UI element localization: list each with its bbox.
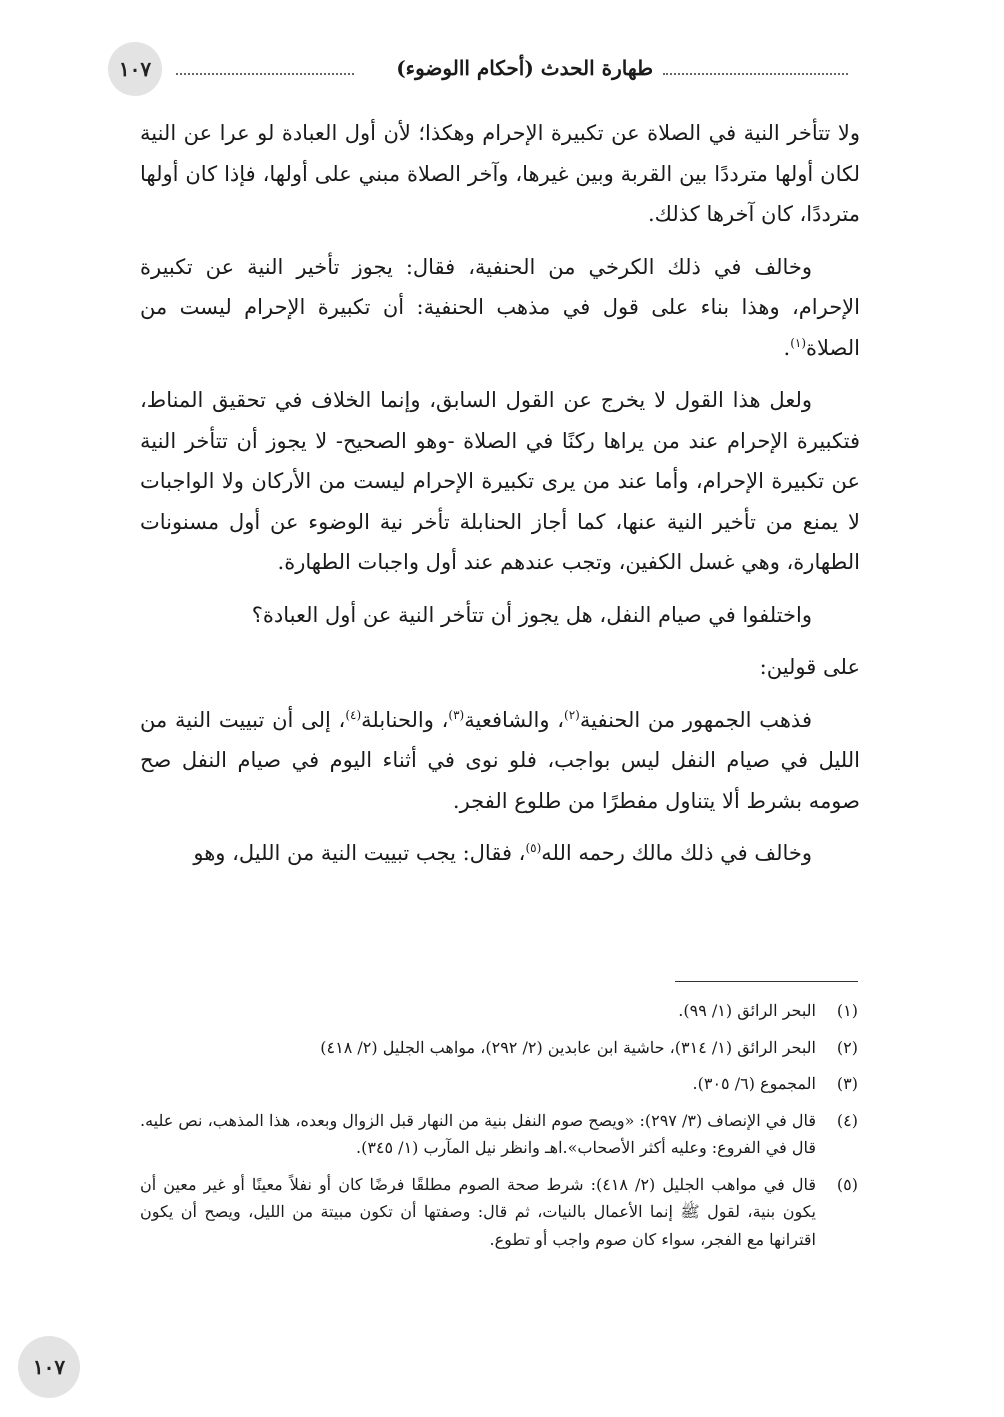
- footnote-5: [140, 1171, 858, 1254]
- footer-page-number: ١٠٧: [18, 1336, 80, 1398]
- footnote-number: (٥): [836, 1174, 858, 1194]
- footnote-separator: [675, 981, 858, 982]
- header-dotted-leader-right: [663, 73, 848, 75]
- paragraph-7: [140, 833, 860, 874]
- paragraph-4-text: واختلفوا في صيام النفل، هل يجوز أن تتأخر النية عن أول العبادة؟: [251, 602, 812, 627]
- paragraph-4: [140, 595, 860, 636]
- footnote-number: (٣): [836, 1074, 858, 1093]
- paragraph-3-text: ولعل هذا القول لا يخرج عن القول السابق، وإنما الخلاف في تحقيق المناط، فتكبيرة الإحرام عند من يراها ركنًا في الصلاة -وهو الصحيح- لا يجوز أن تتأخر النية عن تكبيرة الإحرام، وأما عند من يرى تكبيرة الإحرام ليست من الأركان ولا الواجبات لا يمنع من تأخير النية عنها، كما أجاز الحنابلة تأخر نية الوضوء عن أول مسنونات الطهارة، وهي غسل الكفين، وتجب عندهم عند أول واجبات الطهارة.: [140, 388, 860, 574]
- paragraph-7-part-1: وخالف في ذلك مالك رحمه الله: [541, 841, 812, 865]
- footnote-ref-5[interactable]: (٥): [525, 841, 542, 855]
- footnote-number: (٤): [836, 1110, 858, 1130]
- footnote-text: المجموع (٦/ ٣٠٥).: [692, 1074, 816, 1093]
- footnote-number: (٢): [836, 1037, 858, 1057]
- header-dotted-leader-left: [176, 73, 354, 75]
- paragraph-6-part-2: ، والشافعية: [464, 707, 565, 732]
- footnote-4: [140, 1107, 858, 1162]
- paragraph-6: [140, 700, 860, 822]
- header-page-number: ١٠٧: [108, 42, 162, 96]
- footnote-text: قال في مواهب الجليل (٢/ ٤١٨): شرط صحة الصوم مطلقًا فرضًا كان أو نفلاً معينًا أو غير معين أن يكون بنية، لقول ﷺ إنما الأعمال بالنيات، ثم قال: وصفتها أن تكون مبيتة من الليل، ويصح أن يكون اقترانها مع الفجر، سواء كان صوم واجب أو تطوع.: [140, 1174, 816, 1249]
- paragraph-2: [140, 247, 860, 369]
- footnote-ref-3[interactable]: (٣): [448, 707, 465, 722]
- paragraph-6-part-3: ، والحنابلة: [361, 707, 449, 732]
- paragraph-6-part-4: ، إلى أن تبييت النية من الليل في صيام النفل ليس بواجب، فلو نوى في أثناء اليوم في صيام النفل صح صومه بشرط ألا يتناول مفطرًا من طلوع الفجر.: [140, 707, 860, 813]
- paragraph-5-text: على قولين:: [759, 655, 860, 679]
- footnote-3: [140, 1070, 858, 1098]
- paragraph-3: [140, 380, 860, 583]
- footnote-1: [140, 997, 858, 1025]
- footnote-text: البحر الرائق (١/ ٣١٤)، حاشية ابن عابدين (٢/ ٢٩٢)، مواهب الجليل (٢/ ٤١٨): [320, 1037, 816, 1057]
- paragraph-5: [140, 647, 860, 688]
- footnote-text: قال في الإنصاف (٣/ ٢٩٧): «ويصح صوم النفل بنية من النهار قبل الزوال وبعده، هذا المذهب، نص عليه. قال في الفروع: وعليه أكثر الأصحاب».اهـ وانظر نيل المآرب (١/ ٣٤٥).: [140, 1110, 816, 1157]
- footnote-2: [140, 1034, 858, 1062]
- chapter-title: طهارة الحدث (أحكام االوضوء): [396, 56, 653, 80]
- paragraph-2-text: وخالف في ذلك الكرخي من الحنفية، فقال: يجوز تأخير النية عن تكبيرة الإحرام، وهذا بناء على قول في مذهب الحنفية: أن تكبيرة الإحرام ليست من الصلاة: [140, 254, 860, 360]
- footnote-ref-2[interactable]: (٢): [564, 707, 580, 722]
- footnotes: [140, 997, 858, 1262]
- paragraph-6-part-1: فذهب الجمهور من الحنفية: [579, 707, 812, 732]
- paragraph-2-end: .: [783, 335, 791, 360]
- footnote-text: البحر الرائق (١/ ٩٩).: [678, 1001, 816, 1020]
- footnote-ref-4[interactable]: (٤): [345, 707, 362, 722]
- main-text: [140, 113, 860, 886]
- paragraph-7-part-2: ، فقال: يجب تبييت النية من الليل، وهو: [193, 841, 526, 865]
- paragraph-1: [140, 113, 860, 235]
- paragraph-1-text: ولا تتأخر النية في الصلاة عن تكبيرة الإحرام وهكذا؛ لأن أول العبادة لو عرا عن النية لكان أولها مترددًا بين القربة وبين غيرها، وآخر الصلاة مبني على أولها، فإذا كان أولها مترددًا، كان آخرها كذلك.: [140, 121, 860, 226]
- footnote-ref-1[interactable]: (١): [790, 335, 807, 350]
- footnote-number: (١): [836, 1001, 858, 1020]
- running-header: [108, 42, 858, 96]
